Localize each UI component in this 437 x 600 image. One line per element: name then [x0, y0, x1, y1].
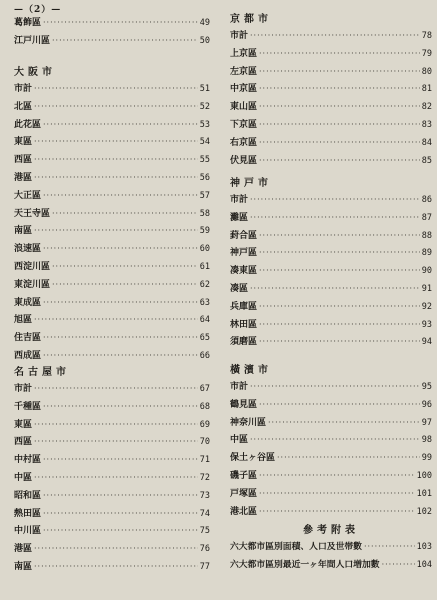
leader-dots: [382, 556, 415, 574]
entry-page: 77: [199, 561, 210, 572]
entry-name: 西淀川區: [14, 261, 51, 272]
entry-page: 93: [421, 319, 432, 330]
entry-name: 市計: [230, 195, 249, 205]
section-title-osaka: 大阪市: [14, 67, 56, 78]
entry-page: 63: [199, 297, 210, 308]
right-column-yokohama: [230, 364, 432, 520]
leader-dots: [52, 276, 198, 294]
entry-name: 江戸川區: [14, 35, 51, 46]
entry-name: 中村區: [14, 455, 42, 466]
entry-name: 葛飾區: [14, 18, 42, 28]
entry-name: 六大都市區別面積、人口及世帯數: [230, 542, 362, 552]
entry-page: 89: [421, 248, 432, 259]
leader-dots: [250, 191, 420, 209]
toc-entry[interactable]: [14, 558, 210, 576]
leader-dots: [259, 227, 420, 245]
toc-entry[interactable]: [14, 80, 210, 98]
toc-entry[interactable]: [14, 469, 210, 487]
leader-dots: [250, 431, 420, 449]
toc-entry[interactable]: [230, 333, 432, 351]
section-osaka: [14, 80, 210, 365]
toc-entry[interactable]: [14, 540, 210, 558]
entry-page: 65: [199, 333, 210, 344]
entry-name: 北區: [14, 101, 33, 112]
leader-dots: [43, 487, 198, 505]
toc-entry[interactable]: [14, 311, 210, 329]
entry-page: 81: [421, 84, 432, 95]
leader-dots: [43, 240, 198, 258]
leader-dots: [52, 32, 198, 50]
toc-entry[interactable]: [14, 32, 210, 50]
entry-page: 69: [199, 419, 210, 430]
leader-dots: [364, 538, 415, 556]
leader-dots: [268, 414, 420, 432]
leader-dots: [259, 80, 420, 98]
toc-entry[interactable]: [14, 294, 210, 312]
entry-name: 灘區: [230, 212, 249, 223]
leader-dots: [259, 244, 420, 262]
toc-entry[interactable]: [230, 152, 432, 170]
toc-entry[interactable]: [230, 116, 432, 134]
entry-name: 左京區: [230, 66, 258, 77]
entry-page: 91: [421, 283, 432, 294]
toc-entry[interactable]: [14, 505, 210, 523]
leader-dots: [43, 522, 198, 540]
entry-page: 87: [421, 212, 432, 223]
leader-dots: [34, 558, 198, 576]
entry-name: 凑東區: [230, 266, 258, 277]
toc-entry[interactable]: [14, 169, 210, 187]
entry-name: 市計: [14, 84, 33, 94]
toc-entry[interactable]: [14, 451, 210, 469]
toc-entry[interactable]: [14, 329, 210, 347]
entry-page: 75: [199, 526, 210, 537]
section-title-kyoto: 京都市: [230, 14, 272, 25]
entry-name: 東成區: [14, 297, 42, 308]
toc-entry[interactable]: [14, 416, 210, 434]
entry-page: 99: [421, 453, 432, 464]
entry-page: 64: [199, 315, 210, 326]
entry-page: 85: [421, 155, 432, 166]
entry-name: 伏見區: [230, 155, 258, 166]
toc-entry[interactable]: [230, 191, 432, 209]
entry-name: 神奈川區: [230, 417, 267, 428]
entry-name: 住吉區: [14, 333, 42, 344]
page-number-header: —（2）—: [14, 5, 62, 15]
entry-page: 102: [416, 506, 432, 517]
entry-page: 95: [421, 382, 432, 392]
entry-name: 中區: [14, 472, 33, 483]
entry-name: 南區: [14, 561, 33, 572]
leader-dots: [52, 258, 198, 276]
leader-dots: [43, 451, 198, 469]
toc-entry[interactable]: [14, 276, 210, 294]
entry-name: 東山區: [230, 102, 258, 113]
entry-name: 林田區: [230, 319, 258, 330]
entry-page: 49: [199, 18, 210, 28]
leader-dots: [34, 133, 198, 151]
entry-page: 71: [199, 455, 210, 466]
section-title-appendix: 參考附表: [303, 525, 359, 536]
leader-dots: [259, 63, 420, 81]
leader-dots: [43, 347, 198, 365]
toc-entry[interactable]: [230, 209, 432, 227]
leader-dots: [43, 294, 198, 312]
toc-entry[interactable]: [14, 151, 210, 169]
entry-page: 94: [421, 337, 432, 348]
entry-page: 86: [421, 195, 432, 205]
toc-entry[interactable]: [230, 316, 432, 334]
leader-dots: [259, 503, 415, 521]
toc-entry[interactable]: [230, 80, 432, 98]
entry-name: 浪速區: [14, 244, 42, 255]
leader-dots: [259, 396, 420, 414]
leader-dots: [259, 316, 420, 334]
toc-entry[interactable]: [230, 396, 432, 414]
toc-entry[interactable]: [14, 187, 210, 205]
entry-page: 98: [421, 435, 432, 446]
entry-page: 60: [199, 244, 210, 255]
entry-page: 84: [421, 137, 432, 148]
entry-name: 鶴見區: [230, 399, 258, 410]
section-yokohama: [230, 378, 432, 520]
entry-page: 103: [416, 542, 432, 552]
entry-name: 市計: [230, 31, 249, 41]
entry-page: 53: [199, 119, 210, 130]
leader-dots: [34, 151, 198, 169]
leader-dots: [250, 27, 420, 45]
leader-dots: [34, 380, 198, 398]
toc-entry[interactable]: [230, 134, 432, 152]
entry-name: 中川區: [14, 526, 42, 537]
toc-entry[interactable]: [14, 222, 210, 240]
toc-entry[interactable]: [230, 98, 432, 116]
leader-dots: [34, 311, 198, 329]
entry-name: 下京區: [230, 119, 258, 130]
entry-name: 須磨區: [230, 337, 258, 348]
entry-page: 72: [199, 472, 210, 483]
entry-name: 千種區: [14, 401, 42, 412]
leader-dots: [277, 449, 420, 467]
entry-page: 79: [421, 48, 432, 59]
entry-name: 此花區: [14, 119, 42, 130]
entry-name: 保土ヶ谷區: [230, 453, 276, 464]
toc-entry[interactable]: [14, 398, 210, 416]
entry-page: 55: [199, 155, 210, 166]
leader-dots: [34, 433, 198, 451]
toc-entry[interactable]: [14, 133, 210, 151]
entry-name: 東區: [14, 137, 33, 148]
section-appendix: [230, 538, 432, 574]
entry-name: 神戸區: [230, 248, 258, 259]
section-kobe: [230, 191, 432, 351]
entry-page: 70: [199, 437, 210, 448]
entry-name: 市計: [230, 382, 249, 392]
leader-dots: [259, 98, 420, 116]
entry-page: 104: [416, 559, 432, 570]
leader-dots: [259, 134, 420, 152]
entry-page: 90: [421, 266, 432, 277]
entry-page: 59: [199, 226, 210, 237]
entry-name: 東區: [14, 419, 33, 430]
entry-page: 78: [421, 31, 432, 41]
entry-page: 92: [421, 301, 432, 312]
leader-dots: [259, 45, 420, 63]
entry-name: 昭和區: [14, 490, 42, 501]
entry-page: 54: [199, 137, 210, 148]
section-tokyo-continued: [14, 14, 210, 50]
entry-page: 52: [199, 101, 210, 112]
entry-page: 57: [199, 190, 210, 201]
leader-dots: [34, 169, 198, 187]
entry-name: 六大都市區別最近一ヶ年間人口増加數: [230, 559, 380, 570]
toc-entry[interactable]: [230, 485, 432, 503]
toc-entry[interactable]: [230, 378, 432, 396]
section-title-yokohama: 橫濱市: [230, 365, 272, 376]
entry-name: 葑合區: [230, 230, 258, 241]
entry-name: 大正區: [14, 190, 42, 201]
toc-entry[interactable]: [230, 45, 432, 63]
right-column-kobe: [230, 177, 432, 351]
entry-page: 101: [416, 488, 432, 499]
entry-name: 中區: [230, 435, 249, 446]
leader-dots: [43, 116, 198, 134]
toc-entry[interactable]: [230, 467, 432, 485]
leader-dots: [259, 152, 420, 170]
toc-entry[interactable]: [230, 27, 432, 45]
toc-entry[interactable]: [14, 522, 210, 540]
entry-page: 56: [199, 172, 210, 183]
entry-page: 51: [199, 84, 210, 94]
leader-dots: [43, 505, 198, 523]
leader-dots: [34, 80, 198, 98]
entry-name: 磯子區: [230, 470, 258, 481]
leader-dots: [52, 205, 198, 223]
leader-dots: [259, 333, 420, 351]
entry-name: 熱田區: [14, 508, 42, 519]
entry-page: 88: [421, 230, 432, 241]
section-kyoto: [230, 27, 432, 169]
entry-name: 南區: [14, 226, 33, 237]
entry-name: 市計: [14, 384, 33, 394]
entry-name: 上京區: [230, 48, 258, 59]
toc-entry[interactable]: [14, 240, 210, 258]
leader-dots: [250, 209, 420, 227]
leader-dots: [34, 540, 198, 558]
entry-page: 82: [421, 102, 432, 113]
leader-dots: [43, 398, 198, 416]
leader-dots: [250, 280, 420, 298]
toc-entry[interactable]: [230, 556, 432, 574]
leader-dots: [259, 298, 420, 316]
entry-page: 97: [421, 417, 432, 428]
entry-page: 58: [199, 208, 210, 219]
toc-entry[interactable]: [230, 280, 432, 298]
entry-name: 西成區: [14, 350, 42, 361]
section-title-nagoya: 名古屋市: [14, 367, 70, 378]
entry-page: 80: [421, 66, 432, 77]
right-column-kyoto: [230, 13, 432, 169]
toc-entry[interactable]: [230, 298, 432, 316]
entry-page: 66: [199, 350, 210, 361]
entry-page: 50: [199, 35, 210, 46]
entry-name: 港區: [14, 544, 33, 555]
toc-entry[interactable]: [14, 205, 210, 223]
toc-entry[interactable]: [230, 503, 432, 521]
toc-entry[interactable]: [230, 431, 432, 449]
entry-name: 右京區: [230, 137, 258, 148]
entry-page: 67: [199, 384, 210, 394]
entry-page: 68: [199, 401, 210, 412]
entry-page: 74: [199, 508, 210, 519]
entry-name: 東淀川區: [14, 279, 51, 290]
leader-dots: [259, 116, 420, 134]
toc-entry[interactable]: [14, 380, 210, 398]
toc-entry[interactable]: [14, 433, 210, 451]
leader-dots: [259, 485, 415, 503]
entry-name: 兵庫區: [230, 301, 258, 312]
entry-name: 旭區: [14, 315, 33, 326]
leader-dots: [34, 222, 198, 240]
toc-entry[interactable]: [14, 258, 210, 276]
left-column-osaka: [14, 66, 210, 365]
leader-dots: [34, 416, 198, 434]
toc-entry[interactable]: [14, 116, 210, 134]
leader-dots: [34, 469, 198, 487]
leader-dots: [43, 329, 198, 347]
left-column-nagoya: [14, 366, 210, 576]
entry-page: 96: [421, 399, 432, 410]
section-title-kobe: 神戸市: [230, 178, 272, 189]
entry-page: 100: [416, 470, 432, 481]
leader-dots: [259, 262, 420, 280]
entry-name: 西區: [14, 155, 33, 166]
toc-entry[interactable]: [14, 347, 210, 365]
entry-page: 73: [199, 490, 210, 501]
leader-dots: [43, 187, 198, 205]
toc-entry[interactable]: [230, 63, 432, 81]
entry-name: 西區: [14, 437, 33, 448]
section-nagoya: [14, 380, 210, 576]
entry-name: 中京區: [230, 84, 258, 95]
entry-page: 61: [199, 261, 210, 272]
entry-page: 76: [199, 544, 210, 555]
leader-dots: [43, 14, 198, 32]
toc-entry[interactable]: [230, 538, 432, 556]
entry-page: 83: [421, 119, 432, 130]
entry-name: 戸塚區: [230, 488, 258, 499]
toc-entry[interactable]: [230, 414, 432, 432]
left-column: [14, 14, 210, 50]
toc-entry[interactable]: [230, 227, 432, 245]
entry-name: 天王寺區: [14, 208, 51, 219]
leader-dots: [259, 467, 415, 485]
toc-entry[interactable]: [230, 262, 432, 280]
leader-dots: [250, 378, 420, 396]
toc-entry[interactable]: [230, 449, 432, 467]
leader-dots: [34, 98, 198, 116]
entry-name: 港區: [14, 172, 33, 183]
entry-name: 凑區: [230, 283, 249, 294]
toc-entry[interactable]: [14, 14, 210, 32]
toc-entry[interactable]: [14, 487, 210, 505]
toc-entry[interactable]: [14, 98, 210, 116]
entry-name: 港北區: [230, 506, 258, 517]
entry-page: 62: [199, 279, 210, 290]
right-column-appendix: [230, 524, 432, 574]
toc-entry[interactable]: [230, 244, 432, 262]
